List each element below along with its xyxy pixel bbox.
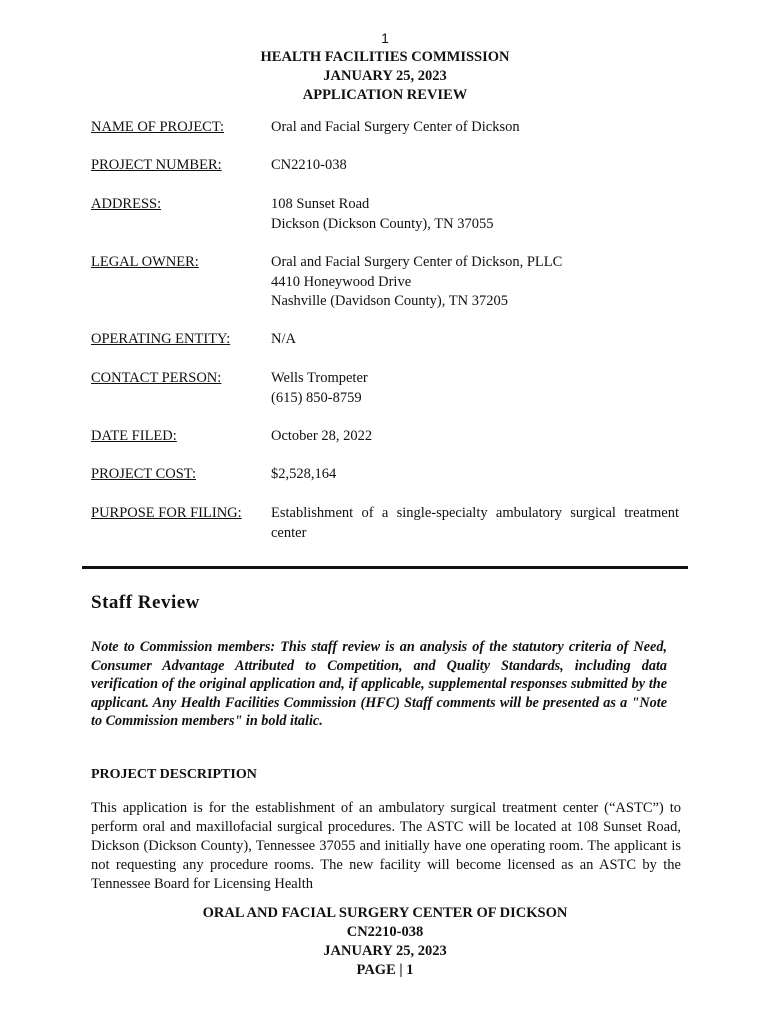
value-line: Oral and Facial Surgery Center of Dickson: [271, 119, 520, 135]
value-line: Dickson (Dickson County), TN 37055: [271, 215, 494, 232]
field-value: Establishment of a single-specialty ambulatory surgical treatment center: [271, 505, 679, 541]
field-label: DATE FILED:: [91, 428, 177, 444]
value-line: 4410 Honeywood Drive: [271, 273, 412, 290]
field-value: [271, 156, 679, 176]
header-line-commission: HEALTH FACILITIES COMMISSION: [260, 49, 510, 65]
value-line: October 28, 2022: [271, 428, 373, 444]
field-value: [271, 330, 679, 350]
value-line: Oral and Facial Surgery Center of Dickson, PLLC: [271, 254, 563, 270]
header-line-title: APPLICATION REVIEW: [302, 87, 468, 103]
value-line: Wells Trompeter: [271, 370, 368, 386]
field-value: [271, 118, 679, 138]
value-line: $2,528,164: [271, 466, 337, 482]
value-line: Nashville (Davidson County), TN 37205: [271, 293, 508, 309]
document-header: [0, 48, 770, 105]
footer-line-page: PAGE | 1: [356, 962, 414, 978]
value-line: (615) 850-8759: [271, 389, 362, 406]
value-line: N/A: [271, 331, 296, 347]
section-divider: [82, 566, 688, 569]
field-value: [271, 427, 679, 447]
project-description-text: This application is for the establishment of an ambulatory surgical treatment center (“ASTC”) to perform oral and maxillofacial surgical procedures. The ASTC will be located at 108 Sunset Road, Dickson (Dickson County), Tennessee 37055 and initially have one operating room. The applicant is not requesting any procedure rooms. The new facility will become licensed as an ASTC by the Tennessee Board for Licensing Health: [91, 800, 681, 892]
field-value: [271, 195, 679, 234]
staff-review-title: Staff Review: [91, 592, 200, 613]
header-line-date: JANUARY 25, 2023: [323, 68, 447, 84]
field-value: [271, 465, 679, 485]
commission-note: Note to Commission members: This staff review is an analysis of the statutory criteria of Need, Consumer Advantage Attributed to Competition, and Quality Standards, including data verification of the original application and, if applicable, supplemental responses submitted by the applicant. Any Health Facilities Commission (HFC) Staff comments will be presented as a "Note to Commission members" in bold italic.: [91, 639, 667, 730]
value-line: CN2210-038: [271, 157, 347, 173]
footer-line-date: JANUARY 25, 2023: [323, 943, 447, 959]
field-value: [271, 253, 679, 312]
field-label: PROJECT NUMBER:: [91, 157, 222, 173]
document-footer: [0, 904, 770, 980]
field-label: CONTACT PERSON:: [91, 370, 222, 386]
field-label: ADDRESS:: [91, 196, 162, 212]
value-line: 108 Sunset Road: [271, 196, 370, 212]
field-label: OPERATING ENTITY:: [91, 331, 231, 347]
field-label: LEGAL OWNER:: [91, 254, 199, 270]
project-description-heading: PROJECT DESCRIPTION: [91, 767, 257, 782]
page-number: 1: [381, 30, 389, 46]
field-label: PROJECT COST:: [91, 466, 196, 482]
field-label: PURPOSE FOR FILING:: [91, 505, 242, 521]
field-label: NAME OF PROJECT:: [91, 119, 225, 135]
footer-line-facility: ORAL AND FACIAL SURGERY CENTER OF DICKSON: [202, 905, 568, 921]
footer-line-project-number: CN2210-038: [346, 924, 424, 940]
field-value: [271, 369, 679, 408]
